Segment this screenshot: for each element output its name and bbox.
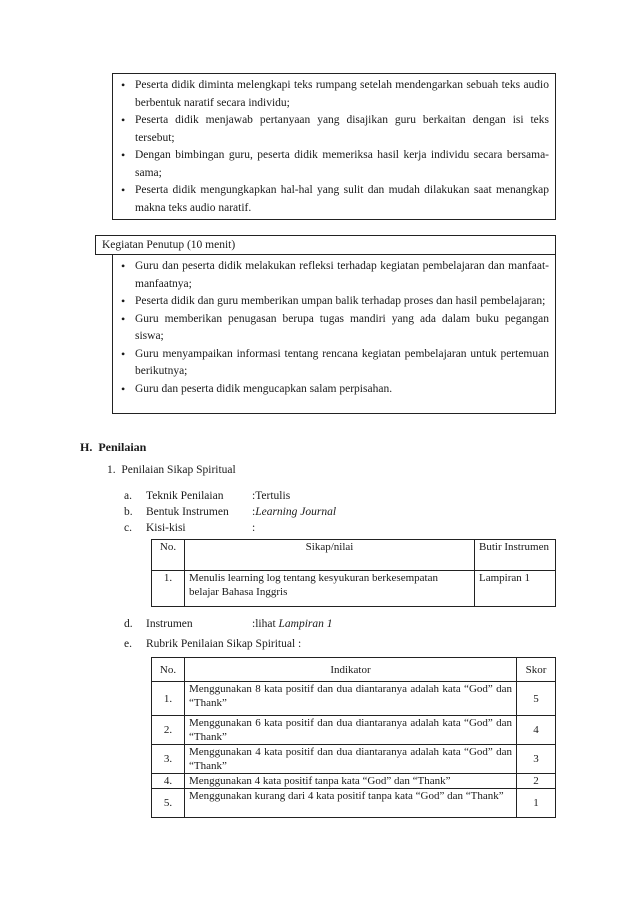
list-item: • Guru dan peserta didik melakukan refleksi terhadap kegiatan pembelajaran dan manfaat-manfaatnya; xyxy=(119,258,549,293)
table-row xyxy=(152,774,556,789)
table-row xyxy=(152,789,556,818)
table-row xyxy=(152,571,556,607)
penilaian-item-teknik xyxy=(124,489,290,503)
item-value: Lampiran 1 xyxy=(278,618,333,630)
rubrik-table xyxy=(151,657,556,818)
subsection-sikap-spiritual: 1. Penilaian Sikap Spiritual xyxy=(107,464,236,476)
table-cell: Lampiran 1 xyxy=(475,571,556,607)
list-item: • Peserta didik mengungkapkan hal-hal yang sulit dan mudah dilakukan saat menangkap makna teks audio naratif. xyxy=(119,182,549,217)
table-cell: Menggunakan 4 kata positif dan dua diantaranya adalah kata “God” dan “Thank” xyxy=(185,745,517,774)
table-row xyxy=(152,716,556,745)
table-row xyxy=(152,745,556,774)
penutup-list xyxy=(119,258,549,398)
table-row xyxy=(152,682,556,716)
table-header: No. xyxy=(152,540,185,571)
penutup-title: Kegiatan Penutup (10 menit) xyxy=(102,239,236,251)
item-label: Rubrik Penilaian Sikap Spiritual : xyxy=(146,638,302,650)
table-header: Skor xyxy=(517,658,556,682)
item-label: Teknik Penilaian xyxy=(146,490,224,502)
penilaian-item-rubrik xyxy=(124,637,301,651)
table-header: Sikap/nilai xyxy=(185,540,475,571)
table-cell: 3 xyxy=(517,745,556,774)
table-cell: 1. xyxy=(152,571,185,607)
penilaian-item-bentuk xyxy=(124,505,336,519)
item-label: Kisi-kisi xyxy=(146,522,186,534)
item-value: Tertulis xyxy=(255,490,291,502)
item-colon: : xyxy=(252,522,256,534)
list-item: • Peserta didik dan guru memberikan umpan balik terhadap proses dan hasil pembelajaran; xyxy=(119,293,549,311)
table-cell: Menggunakan 4 kata positif tanpa kata “God” dan “Thank” xyxy=(185,774,517,789)
item-letter: b. xyxy=(124,506,133,518)
table-cell: 1. xyxy=(152,682,185,716)
item-letter: a. xyxy=(124,490,132,502)
item-letter: e. xyxy=(124,638,132,650)
item-letter: d. xyxy=(124,618,133,630)
list-item: • Dengan bimbingan guru, peserta didik memeriksa hasil kerja individu secara bersama-sama; xyxy=(119,147,549,182)
list-item: • Guru dan peserta didik mengucapkan salam perpisahan. xyxy=(119,381,549,399)
item-letter: c. xyxy=(124,522,132,534)
table-cell: 4 xyxy=(517,716,556,745)
item-colon: : xyxy=(252,506,256,518)
table-cell: 2 xyxy=(517,774,556,789)
list-item: • Guru memberikan penugasan berupa tugas mandiri yang ada dalam buku pegangan siswa; xyxy=(119,311,549,346)
kegiatan-inti-list xyxy=(119,77,549,217)
table-cell: 1 xyxy=(517,789,556,818)
list-item: • Guru menyampaikan informasi tentang rencana kegiatan pembelajaran untuk pertemuan berikutnya; xyxy=(119,346,549,381)
item-label: Instrumen xyxy=(146,618,193,630)
penilaian-item-instrumen xyxy=(124,617,333,631)
table-cell: 4. xyxy=(152,774,185,789)
section-heading-penilaian: H. Penilaian xyxy=(80,440,147,454)
item-value: Learning Journal xyxy=(255,506,337,518)
table-cell: Menggunakan kurang dari 4 kata positif tanpa kata “God” dan “Thank” xyxy=(185,789,517,818)
kisi-table xyxy=(151,539,556,607)
table-cell: 5 xyxy=(517,682,556,716)
table-header: Butir Instrumen xyxy=(475,540,556,571)
list-item: • Peserta didik diminta melengkapi teks rumpang setelah mendengarkan sebuah teks audio berbentuk naratif secara individu; xyxy=(119,77,549,112)
item-label: Bentuk Instrumen xyxy=(146,506,229,518)
table-cell: 5. xyxy=(152,789,185,818)
table-cell: Menggunakan 6 kata positif dan dua diantaranya adalah kata “God” dan “Thank” xyxy=(185,716,517,745)
penilaian-item-kisi xyxy=(124,521,255,535)
kegiatan-inti-box xyxy=(112,73,556,220)
item-prefix: lihat xyxy=(255,618,279,630)
item-colon: : xyxy=(252,490,256,502)
list-item: • Peserta didik menjawab pertanyaan yang disajikan guru berkaitan dengan isi teks tersebut; xyxy=(119,112,549,147)
table-header: Indikator xyxy=(185,658,517,682)
item-colon: : xyxy=(252,618,256,630)
table-cell: 3. xyxy=(152,745,185,774)
table-cell: 2. xyxy=(152,716,185,745)
table-header: No. xyxy=(152,658,185,682)
penutup-title-box xyxy=(95,235,556,255)
table-cell: Menulis learning log tentang kesyukuran berkesempatan belajar Bahasa Inggris xyxy=(185,571,475,607)
table-cell: Menggunakan 8 kata positif dan dua diantaranya adalah kata “God” dan “Thank” xyxy=(185,682,517,716)
penutup-box xyxy=(112,254,556,414)
